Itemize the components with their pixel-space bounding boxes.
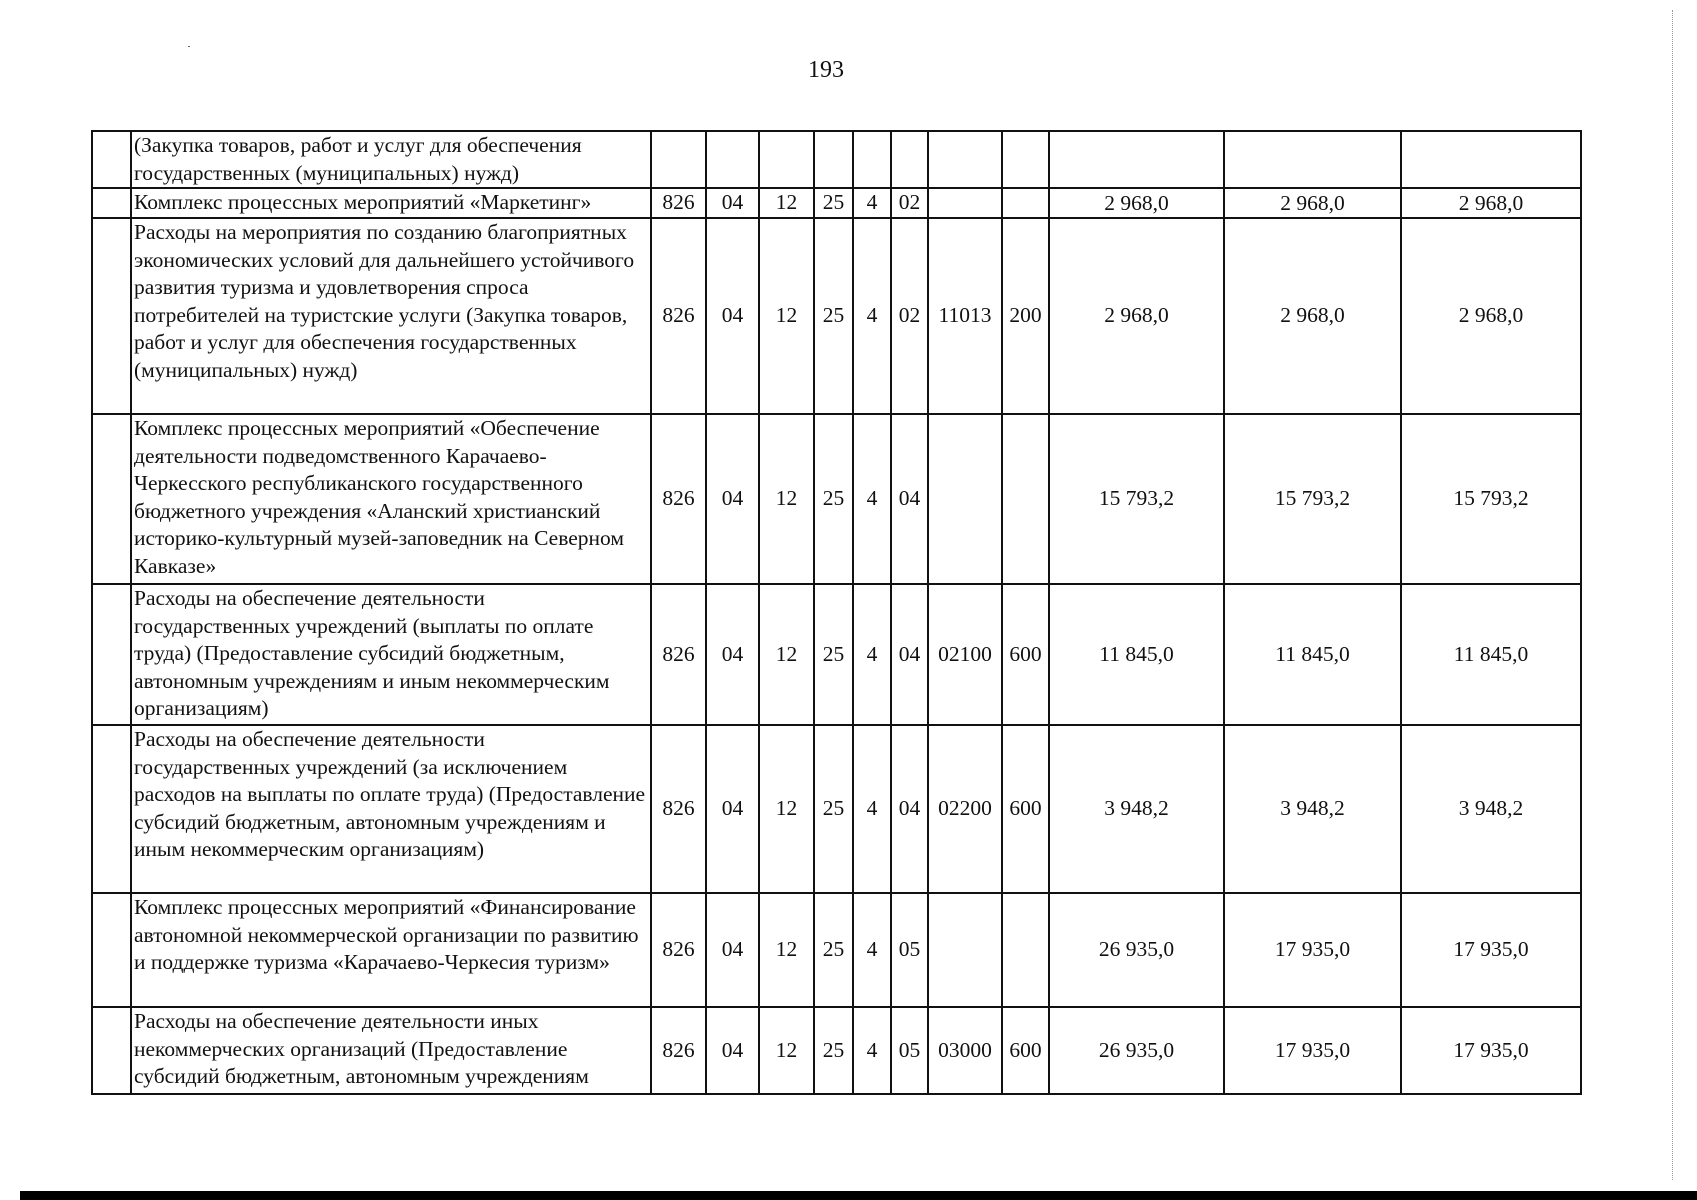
number-cell [92, 188, 131, 218]
expense-type-code: 600 [1002, 584, 1049, 725]
subsection-code [759, 131, 814, 188]
program-code: 25 [814, 188, 853, 218]
scan-margin-line [1672, 10, 1674, 1180]
amount-year-1: 26 935,0 [1049, 893, 1224, 1007]
ministry-code: 826 [651, 725, 706, 893]
subsection-code: 12 [759, 218, 814, 414]
number-cell [92, 1007, 131, 1094]
direction-code: 02200 [928, 725, 1002, 893]
ministry-code: 826 [651, 584, 706, 725]
program-code: 25 [814, 725, 853, 893]
activity-code: 04 [891, 584, 928, 725]
table-row [92, 131, 1581, 188]
amount-year-2: 17 935,0 [1224, 893, 1401, 1007]
item-name: Расходы на мероприятия по созданию благоприятных экономических условий для дальнейшего устойчивого развития туризма и удовлетворения спроса потребителей на туристские услуги (Закупка товаров, работ и услуг для обеспечения государственных (муниципальных) нужд) [131, 218, 651, 414]
expense-type-code [1002, 188, 1049, 218]
direction-code [928, 188, 1002, 218]
section-code [706, 131, 759, 188]
amount-year-1 [1049, 131, 1224, 188]
amount-year-3: 11 845,0 [1401, 584, 1581, 725]
program-code [814, 131, 853, 188]
amount-year-3: 17 935,0 [1401, 1007, 1581, 1094]
program-type-code: 4 [853, 893, 891, 1007]
ministry-code [651, 131, 706, 188]
amount-year-2: 17 935,0 [1224, 1007, 1401, 1094]
expense-type-code: 600 [1002, 1007, 1049, 1094]
subsection-code: 12 [759, 188, 814, 218]
program-type-code [853, 131, 891, 188]
ministry-code: 826 [651, 893, 706, 1007]
number-cell [92, 725, 131, 893]
number-cell [92, 893, 131, 1007]
activity-code: 05 [891, 1007, 928, 1094]
program-code: 25 [814, 893, 853, 1007]
section-code: 04 [706, 1007, 759, 1094]
amount-year-1: 15 793,2 [1049, 414, 1224, 584]
program-type-code: 4 [853, 584, 891, 725]
program-code: 25 [814, 584, 853, 725]
page-number: 193 [808, 57, 844, 83]
number-cell [92, 584, 131, 725]
amount-year-1: 2 968,0 [1049, 218, 1224, 414]
section-code: 04 [706, 725, 759, 893]
item-name: Комплекс процессных мероприятий «Маркетинг» [131, 188, 651, 218]
item-name: Комплекс процессных мероприятий «Финансирование автономной некоммерческой организации по развитию и поддержке туризма «Карачаево-Черкесия туризм» [131, 893, 651, 1007]
ministry-code: 826 [651, 1007, 706, 1094]
section-code: 04 [706, 188, 759, 218]
section-code: 04 [706, 218, 759, 414]
amount-year-3: 2 968,0 [1401, 188, 1581, 218]
expense-type-code [1002, 131, 1049, 188]
amount-year-3: 2 968,0 [1401, 218, 1581, 414]
amount-year-1: 26 935,0 [1049, 1007, 1224, 1094]
item-name: Комплекс процессных мероприятий «Обеспечение деятельности подведомственного Карачаево-Черкесского республиканского государственного бюджетного учреждения «Аланский христианский историко-культурный музей-заповедник на Северном Кавказе» [131, 414, 651, 584]
direction-code [928, 893, 1002, 1007]
amount-year-3: 3 948,2 [1401, 725, 1581, 893]
amount-year-2: 15 793,2 [1224, 414, 1401, 584]
ministry-code: 826 [651, 414, 706, 584]
section-code: 04 [706, 893, 759, 1007]
amount-year-1: 2 968,0 [1049, 188, 1224, 218]
amount-year-3: 17 935,0 [1401, 893, 1581, 1007]
item-name: (Закупка товаров, работ и услуг для обеспечения государственных (муниципальных) нужд) [131, 131, 651, 188]
program-type-code: 4 [853, 1007, 891, 1094]
subsection-code: 12 [759, 1007, 814, 1094]
direction-code [928, 131, 1002, 188]
subsection-code: 12 [759, 893, 814, 1007]
expense-type-code [1002, 414, 1049, 584]
activity-code: 05 [891, 893, 928, 1007]
budget-table [91, 130, 1582, 1095]
amount-year-2: 2 968,0 [1224, 188, 1401, 218]
number-cell [92, 131, 131, 188]
program-code: 25 [814, 1007, 853, 1094]
scan-bottom-edge [20, 1191, 1697, 1200]
subsection-code: 12 [759, 584, 814, 725]
table-row [92, 1007, 1581, 1094]
program-type-code: 4 [853, 218, 891, 414]
item-name: Расходы на обеспечение деятельности государственных учреждений (за исключением расходов на выплаты по оплате труда) (Предоставление субсидий бюджетным, автономным учреждениям и иным некоммерческим организациям) [131, 725, 651, 893]
section-code: 04 [706, 414, 759, 584]
amount-year-3: 15 793,2 [1401, 414, 1581, 584]
table-row [92, 725, 1581, 893]
subsection-code: 12 [759, 414, 814, 584]
amount-year-1: 3 948,2 [1049, 725, 1224, 893]
amount-year-2: 3 948,2 [1224, 725, 1401, 893]
amount-year-3 [1401, 131, 1581, 188]
ministry-code: 826 [651, 218, 706, 414]
amount-year-2: 2 968,0 [1224, 218, 1401, 414]
item-name: Расходы на обеспечение деятельности иных некоммерческих организаций (Предоставление субсидий бюджетным, автономным учреждениям [131, 1007, 651, 1094]
direction-code: 11013 [928, 218, 1002, 414]
item-name: Расходы на обеспечение деятельности государственных учреждений (выплаты по оплате труда) (Предоставление субсидий бюджетным, автономным учреждениям и иным некоммерческим организациям) [131, 584, 651, 725]
table-row [92, 893, 1581, 1007]
activity-code: 04 [891, 725, 928, 893]
program-type-code: 4 [853, 414, 891, 584]
amount-year-1: 11 845,0 [1049, 584, 1224, 725]
expense-type-code [1002, 893, 1049, 1007]
number-cell [92, 218, 131, 414]
program-type-code: 4 [853, 725, 891, 893]
program-type-code: 4 [853, 188, 891, 218]
program-code: 25 [814, 414, 853, 584]
program-code: 25 [814, 218, 853, 414]
expense-type-code: 600 [1002, 725, 1049, 893]
table-row [92, 188, 1581, 218]
activity-code: 02 [891, 218, 928, 414]
direction-code: 03000 [928, 1007, 1002, 1094]
subsection-code: 12 [759, 725, 814, 893]
direction-code [928, 414, 1002, 584]
amount-year-2: 11 845,0 [1224, 584, 1401, 725]
table-row [92, 414, 1581, 584]
scan-speck [188, 46, 190, 47]
activity-code [891, 131, 928, 188]
table-row [92, 218, 1581, 414]
expense-type-code: 200 [1002, 218, 1049, 414]
direction-code: 02100 [928, 584, 1002, 725]
section-code: 04 [706, 584, 759, 725]
number-cell [92, 414, 131, 584]
amount-year-2 [1224, 131, 1401, 188]
activity-code: 04 [891, 414, 928, 584]
ministry-code: 826 [651, 188, 706, 218]
table-row [92, 584, 1581, 725]
activity-code: 02 [891, 188, 928, 218]
